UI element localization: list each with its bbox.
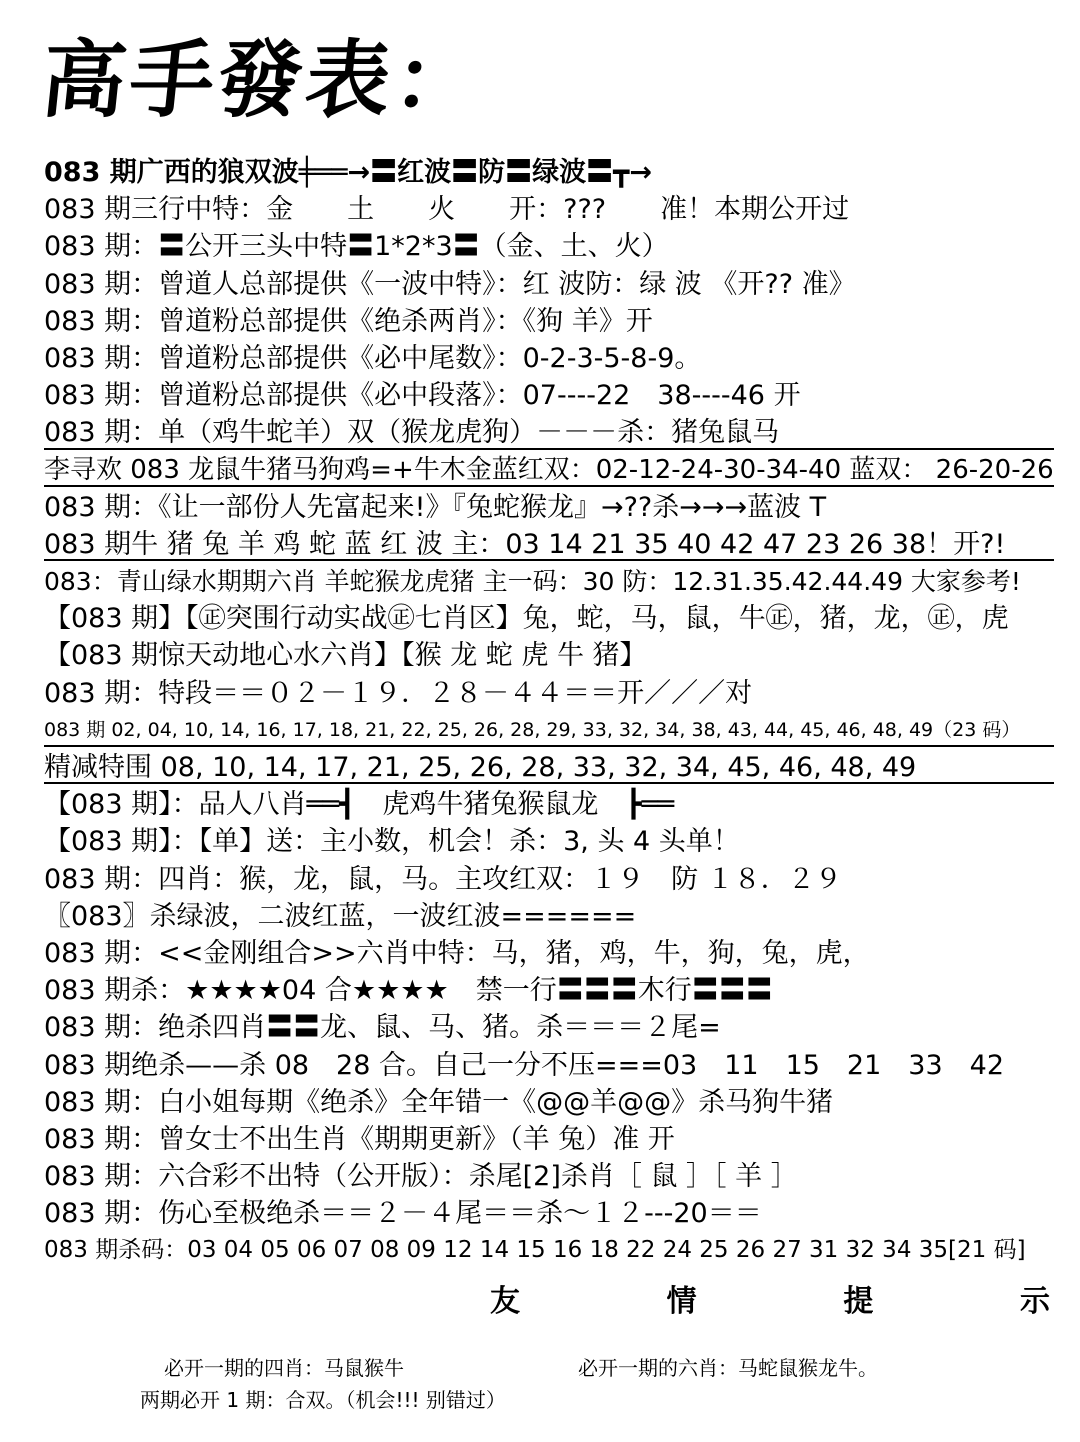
prediction-line: 083 期：〓公开三头中特〓1*2*3〓（金、土、火） bbox=[44, 231, 669, 263]
prediction-line: 【083 期惊天动地心水六肖】【猴 龙 蛇 虎 牛 猪】 bbox=[44, 640, 647, 672]
prediction-line: 083：青山绿水期期六肖 羊蛇猴龙虎猪 主一码：30 防：12.31.35.42.44.49 大家参考! bbox=[44, 567, 1021, 597]
prediction-line: 083 期杀码：03 04 05 06 07 08 09 12 14 15 16 18 22 24 25 26 27 31 32 34 35[21 码] bbox=[44, 1237, 1026, 1264]
prediction-line: 083 期：曾道粉总部提供《必中段落》：07----22 38----46 开 bbox=[44, 380, 801, 412]
tip-char: 示 bbox=[1019, 1284, 1050, 1319]
footer-two-periods: 两期必开 1 期：合双。（机会!!! 别错过） bbox=[140, 1388, 506, 1412]
prediction-line: 【083 期】：品人八肖══┫ 虎鸡牛猪兔猴鼠龙 ┣══ bbox=[44, 789, 675, 821]
footer-four-zodiac: 必开一期的四肖：马鼠猴牛 bbox=[164, 1356, 404, 1380]
prediction-line: 精减特围 08, 10, 14, 17, 21, 25, 26, 28, 33, 32, 34, 45, 46, 48, 49 bbox=[44, 749, 1054, 786]
friendly-tip-heading bbox=[490, 1276, 1050, 1319]
page-title bbox=[36, 30, 488, 129]
prediction-line: 【083 期】【㊣突围行动实战㊣七肖区】兔，蛇，马，鼠，牛㊣，猪，龙，㊣，虎 bbox=[44, 603, 1009, 635]
prediction-line: 李寻欢 083 龙鼠牛猪马狗鸡=+牛木金蓝红双：02-12-24-30-34-40 蓝双： 26-20-26 bbox=[44, 452, 1054, 489]
prediction-line: 083 期 02, 04, 10, 14, 16, 17, 18, 21, 22, 25, 26, 28, 29, 33, 32, 34, 38, 43, 44, 45, 46, 48, 49（23 码） bbox=[44, 712, 1054, 749]
prediction-list bbox=[44, 154, 1054, 1270]
prediction-line: 083 期：曾道粉总部提供《必中尾数》：0-2-3-5-8-9。 bbox=[44, 342, 702, 374]
prediction-line: 083 期广西的狼双波╪══→〓红波〓防〓绿波〓┳→ bbox=[44, 157, 653, 188]
title-text: 高手發表 bbox=[36, 30, 400, 129]
prediction-line: 083 期：白小姐每期《绝杀》全年错一《@@羊@@》杀马狗牛猪 bbox=[44, 1086, 834, 1118]
prediction-line: 083 期：曾女士不出生肖《期期更新》（羊 兔）准 开 bbox=[44, 1123, 675, 1155]
prediction-line: 083 期：曾道人总部提供《一波中特》：红 波防：绿 波 《开?? 准》 bbox=[44, 268, 856, 300]
tip-char: 情 bbox=[666, 1284, 697, 1319]
prediction-line: 083 期：曾道粉总部提供《绝杀两肖》：《狗 羊》开 bbox=[44, 305, 653, 337]
prediction-line: 【083 期】：【单】送：主小数，机会！杀：3, 头 4 头单！ bbox=[44, 826, 740, 858]
prediction-line: 083 期牛 猪 兔 羊 鸡 蛇 蓝 红 波 主：03 14 21 35 40 42 47 23 26 38！开?! bbox=[44, 526, 1054, 563]
prediction-line: 083 期：《让一部份人先富起来!》『兔蛇猴龙』→??杀→→→蓝波 T bbox=[44, 491, 827, 523]
prediction-line: 083 期：<<金刚组合>>六肖中特：马，猪，鸡，牛，狗，兔，虎， bbox=[44, 937, 870, 969]
prediction-line: 083 期：六合彩不出特（公开版）：杀尾[2]杀肖［ 鼠 ］［ 羊 ］ bbox=[44, 1161, 798, 1193]
prediction-line: 083 期：特段＝＝０２－１９．２８－４４＝＝开／／／对 bbox=[44, 677, 753, 709]
prediction-line: 083 期：绝杀四肖〓〓龙、鼠、马、猪。杀＝＝＝２尾= bbox=[44, 1012, 721, 1044]
prediction-line: 083 期：伤心至极绝杀＝＝２－４尾＝＝杀～１２---20＝＝ bbox=[44, 1198, 762, 1230]
prediction-line: 083 期三行中特：金 土 火 开：??? 准！本期公开过 bbox=[44, 194, 850, 226]
tip-char: 提 bbox=[843, 1284, 874, 1319]
prediction-line: 083 期绝杀——杀 08 28 合。自己一分不压===03 11 15 21 33 42 bbox=[44, 1049, 1005, 1081]
prediction-line: 083 期：四肖：猴，龙，鼠，马。主攻红双：１９ 防 １８．２９ bbox=[44, 863, 842, 895]
prediction-line: 083 期：单（鸡牛蛇羊）双（猴龙虎狗）－－－杀：猪兔鼠马 bbox=[44, 414, 1054, 451]
prediction-line: 〖083〗杀绿波，二波红蓝，一波红波====== bbox=[44, 900, 637, 932]
footer-six-zodiac: 必开一期的六肖：马蛇鼠猴龙牛。 bbox=[578, 1356, 878, 1380]
tip-char: 友 bbox=[490, 1284, 520, 1319]
title-colon: ： bbox=[388, 30, 488, 129]
prediction-line: 083 期杀：★★★★04 合★★★★ 禁一行〓〓〓木行〓〓〓 bbox=[44, 975, 773, 1007]
